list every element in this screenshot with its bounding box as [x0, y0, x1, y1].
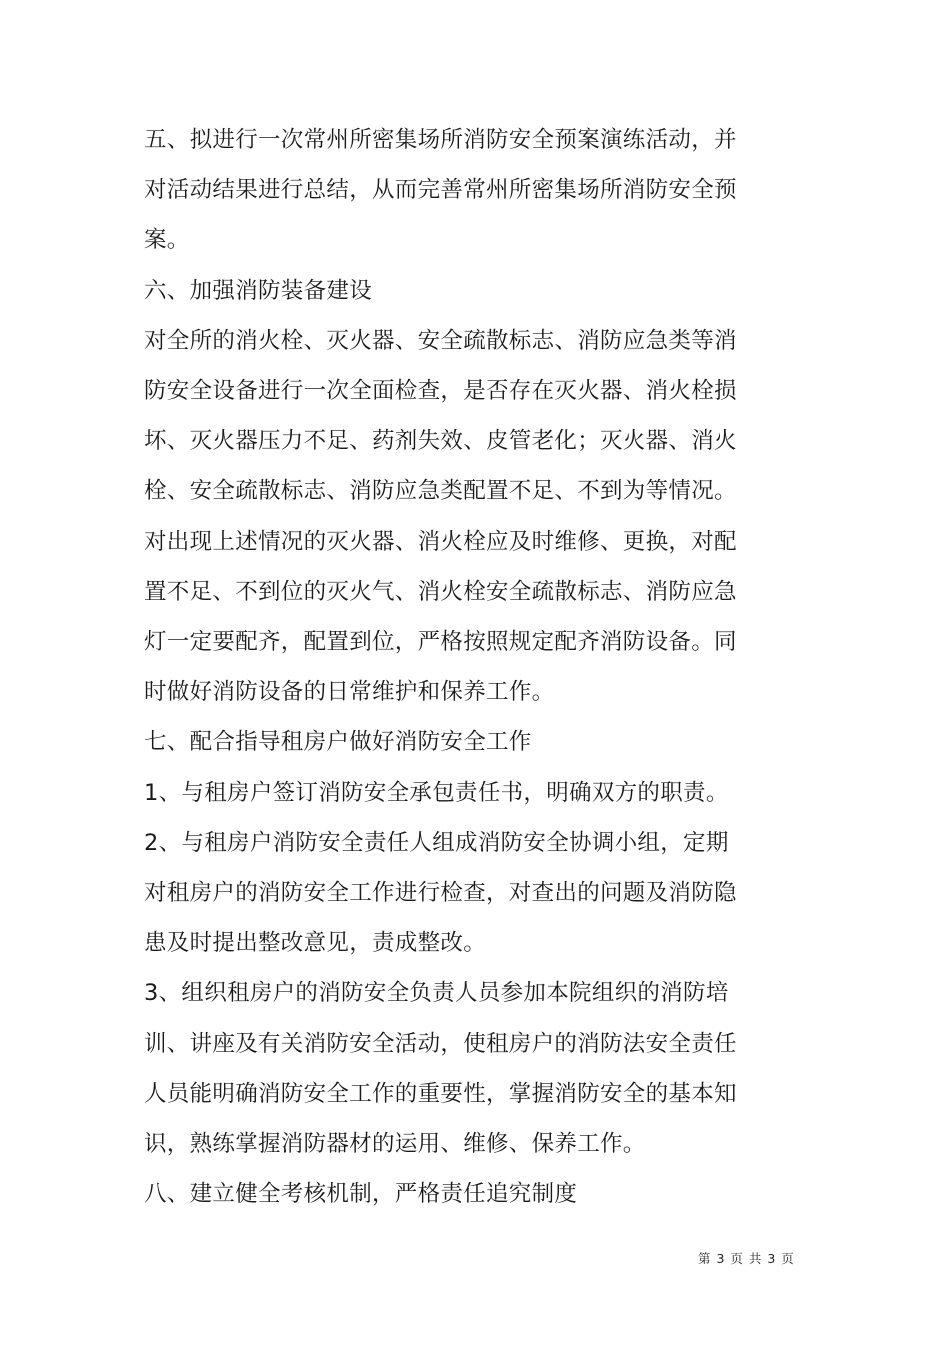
page-number: 第 3 页 共 3 页	[698, 1251, 795, 1266]
document-body	[144, 115, 744, 1219]
paragraph-section-5: 五、拟进行一次常州所密集场所消防安全预案演练活动，并对活动结果进行总结，从而完善常州所密集场所消防安全预案。	[144, 127, 737, 254]
paragraph-equipment-check: 对全所的消火栓、灭火器、安全疏散标志、消防应急类等消防安全设备进行一次全面检查，是否存在灭火器、消火栓损坏、灭火器压力不足、药剂失效、皮管老化；灭火器、消火栓、安全疏散标志、消防应急类配置不足、不到为等情况。对出现上述情况的灭火器、消火栓应及时维修、更换，对配置不足、不到位的灭火气、消火栓安全疏散标志、消防应急灯一定要配齐，配置到位，严格按照规定配齐消防设备。同时做好消防设备的日常维护和保养工作。	[144, 327, 737, 706]
list-item-2: 2、与租房户消防安全责任人组成消防安全协调小组，定期对租房户的消防安全工作进行检查，对查出的问题及消防隐患及时提出整改意见，责成整改。	[144, 829, 737, 957]
list-item-1: 1、与租房户签订消防安全承包责任书，明确双方的职责。	[144, 779, 729, 806]
heading-section-8: 八、建立健全考核机制，严格责任追究制度	[144, 1181, 578, 1208]
heading-section-6: 六、加强消防装备建设	[144, 277, 373, 304]
list-item-3: 3、组织租房户的消防安全负责人员参加本院组织的消防培训、讲座及有关消防安全活动，使租房户的消防法安全责任人员能明确消防安全工作的重要性，掌握消防安全的基本知识，熟练掌握消防器材的运用、维修、保养工作。	[144, 980, 737, 1158]
heading-section-7: 七、配合指导租房户做好消防安全工作	[144, 729, 532, 756]
